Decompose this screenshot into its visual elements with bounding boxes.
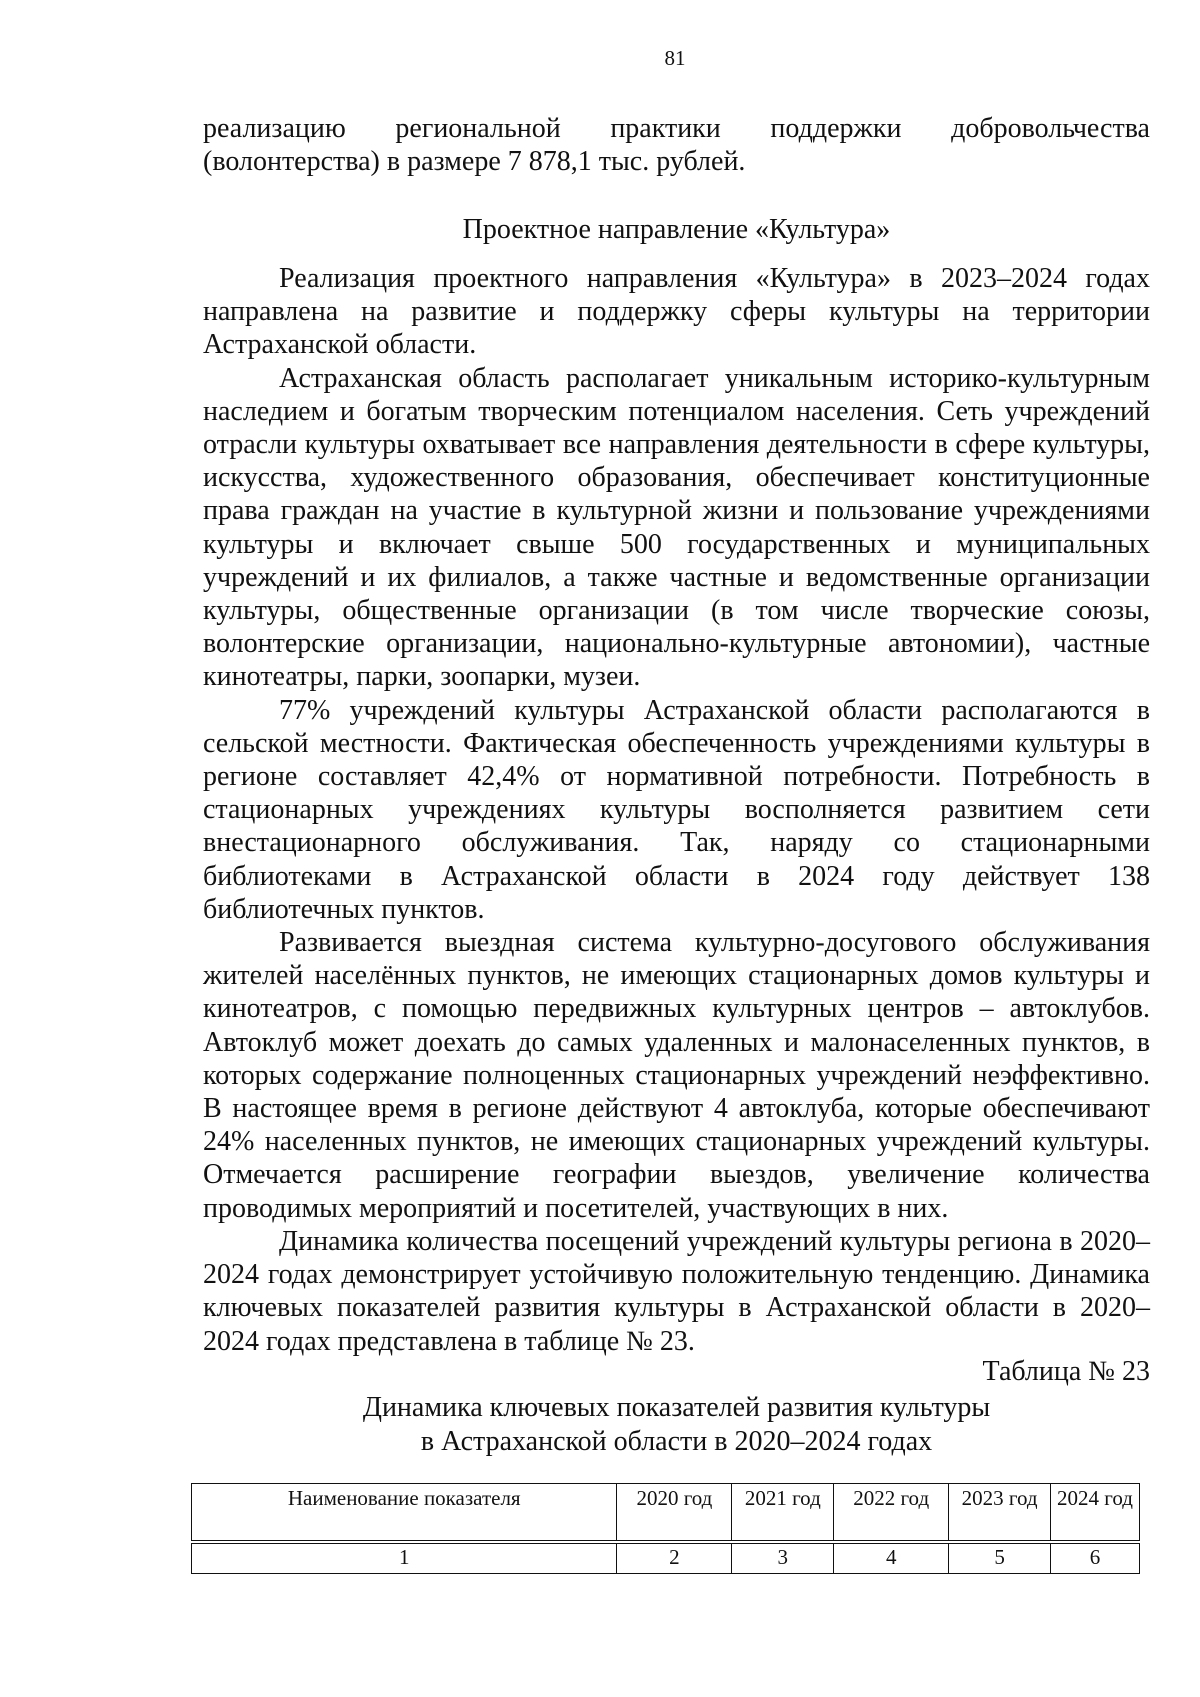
paragraph-1: Реализация проектного направления «Культура» в 2023–2024 годах направлена на развитие и поддержку сферы культуры на территории Астраханской области. [203,263,1150,361]
column-number-5: 5 [949,1544,1051,1574]
indicators-table [191,1483,1140,1574]
paragraph-5: Динамика количества посещений учреждений культуры региона в 2020–2024 годах демонстрирует устойчивую положительную тенденцию. Динамика ключевых показателей развития культуры в Астраханской области в 2020–2024 годах представлена в таблице № 23. [203,1225,1150,1357]
column-number-6: 6 [1051,1544,1140,1574]
header-2021: 2021 год [732,1484,834,1541]
header-2023: 2023 год [949,1484,1051,1541]
column-number-2: 2 [617,1544,732,1574]
table-title-line-1: Динамика ключевых показателей развития культуры [362,1392,991,1423]
intro-block [203,112,1150,178]
body-text [203,262,1150,1358]
header-2022: 2022 год [834,1484,949,1541]
table-header-row [192,1484,1140,1541]
header-2020: 2020 год [617,1484,732,1541]
paragraph-2: Астраханская область располагает уникальным историко-культурным наследием и богатым творческим потенциалом населения. Сеть учреждений отрасли культуры охватывает все направления деятельности в сфере культуры, искусства, художественного образования, обеспечивает конституционные права граждан на участие в культурной жизни и пользование учреждениями культуры и включает свыше 500 государственных и муниципальных учреждений и их филиалов, а также частные и ведомственные организации культуры, общественные организации (в том числе творческие союзы, волонтерские организации, национально-культурные автономии), частные кинотеатры, парки, зоопарки, музеи. [203,362,1150,693]
table-title [203,1391,1150,1459]
section-heading: Проектное направление «Культура» [462,214,891,245]
column-number-4: 4 [834,1544,949,1574]
column-number-1: 1 [192,1544,617,1574]
table-title-line-2: в Астраханской области в 2020–2024 годах [420,1426,933,1457]
paragraph-3: 77% учреждений культуры Астраханской области располагаются в сельской местности. Фактическая обеспеченность учреждениями культуры в регионе составляет 42,4% от нормативной потребности. Потребность в стационарных учреждениях культуры восполняется развитием сети внестационарного обслуживания. Так, наряду со стационарными библиотеками в Астраханской области в 2024 году действует 138 библиотечных пунктов. [203,694,1150,925]
paragraph-4: Развивается выездная система культурно-досугового обслуживания жителей населённых пунктов, не имеющих стационарных домов культуры и кинотеатров, с помощью передвижных культурных центров – автоклубов. Автоклуб может доехать до самых удаленных и малонаселенных пунктов, в которых содержание полноценных стационарных учреждений неэффективно. В настоящее время в регионе действуют 4 автоклуба, которые обеспечивают 24% населенных пунктов, не имеющих стационарных учреждений культуры. Отмечается расширение географии выездов, увеличение количества проводимых мероприятий и посетителей, участвующих в них. [203,927,1150,1224]
column-number-row [192,1544,1140,1574]
page-number: 81 [664,46,686,70]
column-number-3: 3 [732,1544,834,1574]
table-number-label: Таблица № 23 [982,1356,1150,1387]
intro-paragraph: реализацию региональной практики поддержки добровольчества (волонтерства) в размере 7 878,1 тыс. рублей. [203,113,1150,178]
header-2024: 2024 год [1051,1484,1140,1541]
header-indicator-name: Наименование показателя [192,1484,617,1541]
